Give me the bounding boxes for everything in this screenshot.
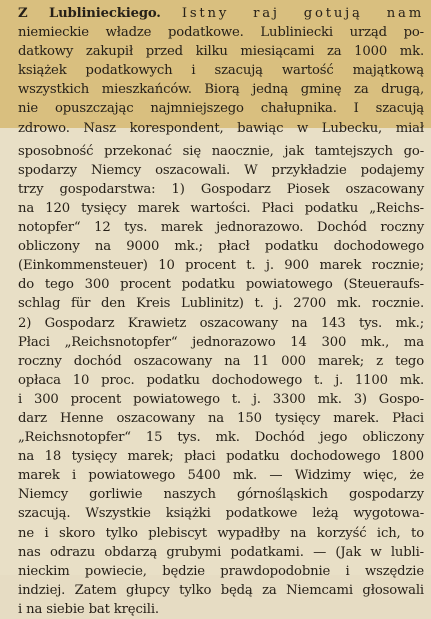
- body-line-10: 2) Gospodarz Krawietz oszacowany na 143 tys. mk.;: [18, 315, 424, 331]
- highlight-line-4: książek podatkowych i szacują wartość majątkową: [18, 63, 424, 79]
- highlight-line-6: nie opuszczając najmniejszego chałupnika. I szacują: [18, 101, 424, 117]
- body-line-25: i na siebie bat kręcili.: [18, 601, 159, 617]
- body-line-4: na 120 tysięcy marek wartości. Płaci podatku „Reichs-: [18, 200, 424, 216]
- body-line-20: szacują. Wszystkie książki podatkowe leżą wygotowa-: [18, 506, 424, 522]
- highlight-line-5: wszystkich mieszkańców. Biorą jedną gminę za drugą,: [18, 82, 424, 98]
- body-line-11: Płaci „Reichsnotopfer“ jednorazowo 14 300 mk., ma: [18, 334, 424, 350]
- body-line-15: darz Henne oszacowany na 150 tysięcy marek. Płaci: [18, 410, 424, 426]
- body-line-16: „Reichsnotopfer“ 15 tys. mk. Dochód jego obliczony: [18, 430, 424, 446]
- body-line-21: ne i skoro tylko plebiscyt wypadłby na korzyść ich, to: [18, 525, 424, 541]
- body-line-1: sposobność przekonać się naocznie, jak tamtejszych go-: [18, 143, 424, 159]
- article-first-line: [18, 4, 424, 23]
- body-line-2: spodarzy Niemcy oszacowali. W przykładzie podajemy: [18, 162, 424, 178]
- body-line-17: na 18 tysięcy marek; płaci podatku dochodowego 1800: [18, 449, 424, 465]
- body-line-24: indziej. Zatem głupcy tylko będą za Niemcami głosowali: [18, 582, 424, 598]
- body-line-7: (Einkommensteuer) 10 procent t. j. 900 marek rocznie;: [18, 258, 424, 274]
- highlight-line-2: niemieckie władze podatkowe. Lubliniecki urząd po-: [18, 25, 424, 41]
- body-line-8: do tego 300 procent podatku powiatowego (Steueraufs-: [18, 277, 424, 293]
- article-text: [18, 4, 424, 619]
- body-line-13: opłaca 10 proc. podatku dochodowego t. j. 1100 mk.: [18, 372, 424, 388]
- body-line-6: obliczony na 9000 mk.; płacł podatku dochodowego: [18, 239, 424, 255]
- body-line-5: notopfer“ 12 tys. marek jednorazowo. Dochód roczny: [18, 220, 424, 236]
- body-line-3: trzy gospodarstwa: 1) Gospodarz Piosek oszacowany: [18, 181, 424, 197]
- body-line-9: schlag für den Kreis Lublinitz) t. j. 2700 mk. rocznie.: [18, 296, 424, 312]
- highlight-line-1: Istny raj gotują nam: [181, 6, 425, 21]
- body-line-18: marek i powiatowego 5400 mk. — Widzimy więc, że: [18, 468, 424, 484]
- highlight-line-3: datkowy zakupił przed kilku miesiącami za 1000 mk.: [18, 44, 424, 60]
- body-line-22: nas odrazu obdarzą grubymi podatkami. — (Jak w lubli-: [18, 544, 424, 560]
- body-line-12: roczny dochód oszacowany na 11 000 marek; z tego: [18, 353, 424, 369]
- body-line-19: Niemcy gorliwie naszych górnośląskich gospodarzy: [18, 487, 424, 503]
- highlight-line-7: zdrowo. Nasz korespondent, bawiąc w Lubecku, miał: [18, 120, 424, 136]
- article-heading: Z Lublinieckiego.: [18, 6, 161, 21]
- body-line-23: nieckim powiecie, będzie prawdopodobnie i wszędzie: [18, 563, 424, 579]
- body-line-14: i 300 procent powiatowego t. j. 3300 mk. 3) Gospo-: [18, 391, 424, 407]
